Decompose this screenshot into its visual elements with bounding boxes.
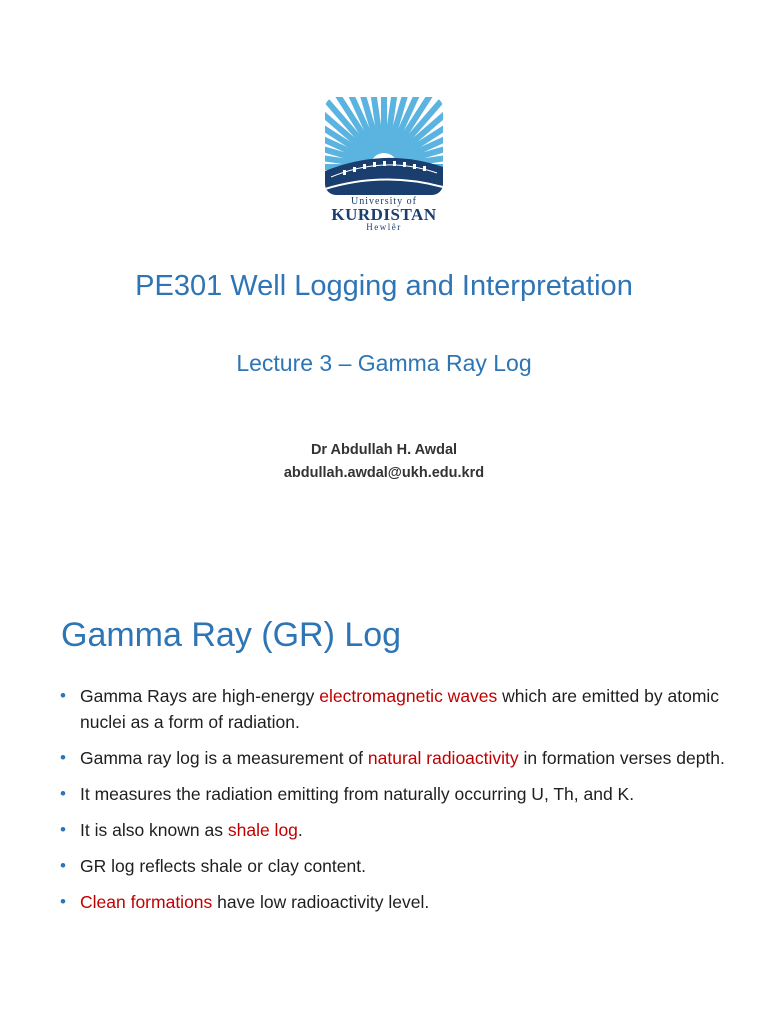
logo-line-1: University of bbox=[350, 196, 418, 207]
author-name: Dr Abdullah H. Awdal bbox=[310, 442, 458, 458]
bullet-item: • Gamma Rays are high-energy electromagnetic waves which are emitted by atomic nuclei as a form of radiation. bbox=[60, 683, 730, 735]
author-email: abdullah.awdal@ukh.edu.krd bbox=[283, 465, 485, 481]
highlight-text: shale log bbox=[227, 820, 298, 840]
university-sunburst-logo-icon bbox=[325, 97, 443, 195]
logo-line-3: Hewlêr bbox=[366, 222, 402, 232]
logo-line-2: KURDISTAN bbox=[331, 205, 437, 224]
bullet-item: • It is also known as shale log. bbox=[60, 817, 730, 843]
bullet-item: • GR log reflects shale or clay content. bbox=[60, 853, 730, 879]
highlight-text: natural radioactivity bbox=[367, 748, 519, 768]
university-logo bbox=[325, 97, 443, 237]
lecture-title: Lecture 3 – Gamma Ray Log bbox=[236, 350, 532, 376]
bullet-list bbox=[60, 683, 730, 925]
bullet-item: • Gamma ray log is a measurement of natural radioactivity in formation verses depth. bbox=[60, 745, 730, 771]
course-title: PE301 Well Logging and Interpretation bbox=[135, 270, 633, 302]
slide-title: Gamma Ray (GR) Log bbox=[61, 616, 402, 654]
highlight-text: Clean formations bbox=[80, 892, 213, 912]
bullet-item: • It measures the radiation emitting from naturally occurring U, Th, and K. bbox=[60, 781, 730, 807]
content-slide bbox=[0, 587, 768, 1024]
highlight-text: electromagnetic waves bbox=[319, 686, 498, 706]
bullet-item: • Clean formations have low radioactivity level. bbox=[60, 889, 730, 915]
